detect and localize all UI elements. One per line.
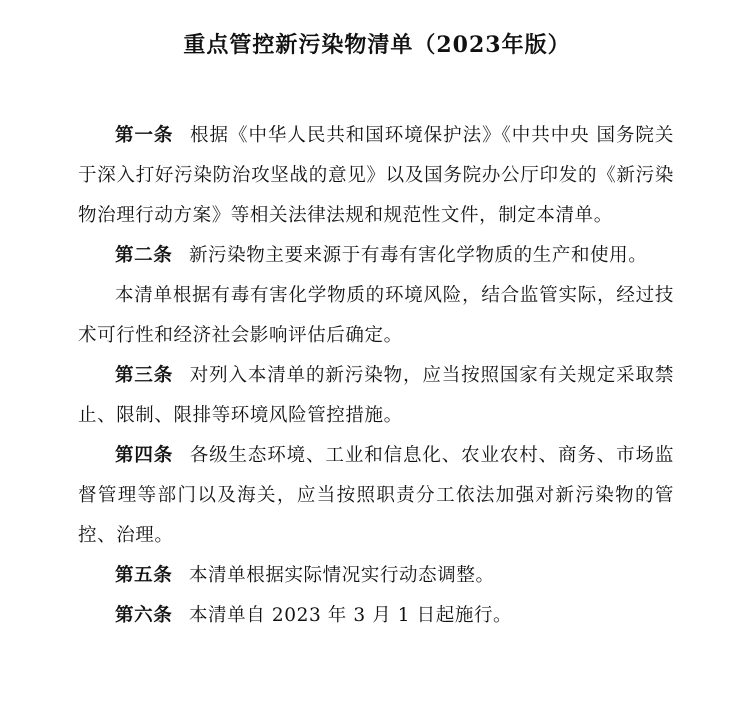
paragraph-article-2 xyxy=(78,236,674,276)
paragraph-article-5 xyxy=(78,556,674,596)
document-body xyxy=(78,116,674,636)
paragraph-text: 根据《中华人民共和国环境保护法》《中共中央 国务院关于深入打好污染防治攻坚战的意见》以及国务院办公厅印发的《新污染物治理行动方案》等相关法律法规和规范性文件，制定本清单。 xyxy=(78,125,674,226)
article-label: 第五条 xyxy=(115,565,173,586)
article-label: 第二条 xyxy=(115,245,173,266)
article-label: 第三条 xyxy=(115,365,174,386)
paragraph-text: 本清单根据实际情况实行动态调整。 xyxy=(188,565,495,586)
document-title: 重点管控新污染物清单（2023年版） xyxy=(183,32,571,58)
paragraph-article-3 xyxy=(78,356,674,436)
paragraph-article-2-continued xyxy=(78,276,674,356)
paragraph-text: 本清单根据有毒有害化学物质的环境风险，结合监管实际，经过技术可行性和经济社会影响评估后确定。 xyxy=(78,285,674,346)
paragraph-article-1 xyxy=(78,116,674,236)
paragraph-text: 本清单自 2023 年 3 月 1 日起施行。 xyxy=(188,605,513,626)
article-label: 第六条 xyxy=(115,605,173,626)
article-label: 第一条 xyxy=(115,125,174,146)
paragraph-article-4 xyxy=(78,436,674,556)
paragraph-text: 对列入本清单的新污染物，应当按照国家有关规定采取禁止、限制、限排等环境风险管控措施。 xyxy=(78,365,674,426)
paragraph-article-6 xyxy=(78,596,674,636)
paragraph-text: 各级生态环境、工业和信息化、农业农村、商务、市场监督管理等部门以及海关，应当按照职责分工依法加强对新污染物的管控、治理。 xyxy=(78,445,674,546)
article-label: 第四条 xyxy=(115,445,174,466)
paragraph-text: 新污染物主要来源于有毒有害化学物质的生产和使用。 xyxy=(188,245,648,266)
